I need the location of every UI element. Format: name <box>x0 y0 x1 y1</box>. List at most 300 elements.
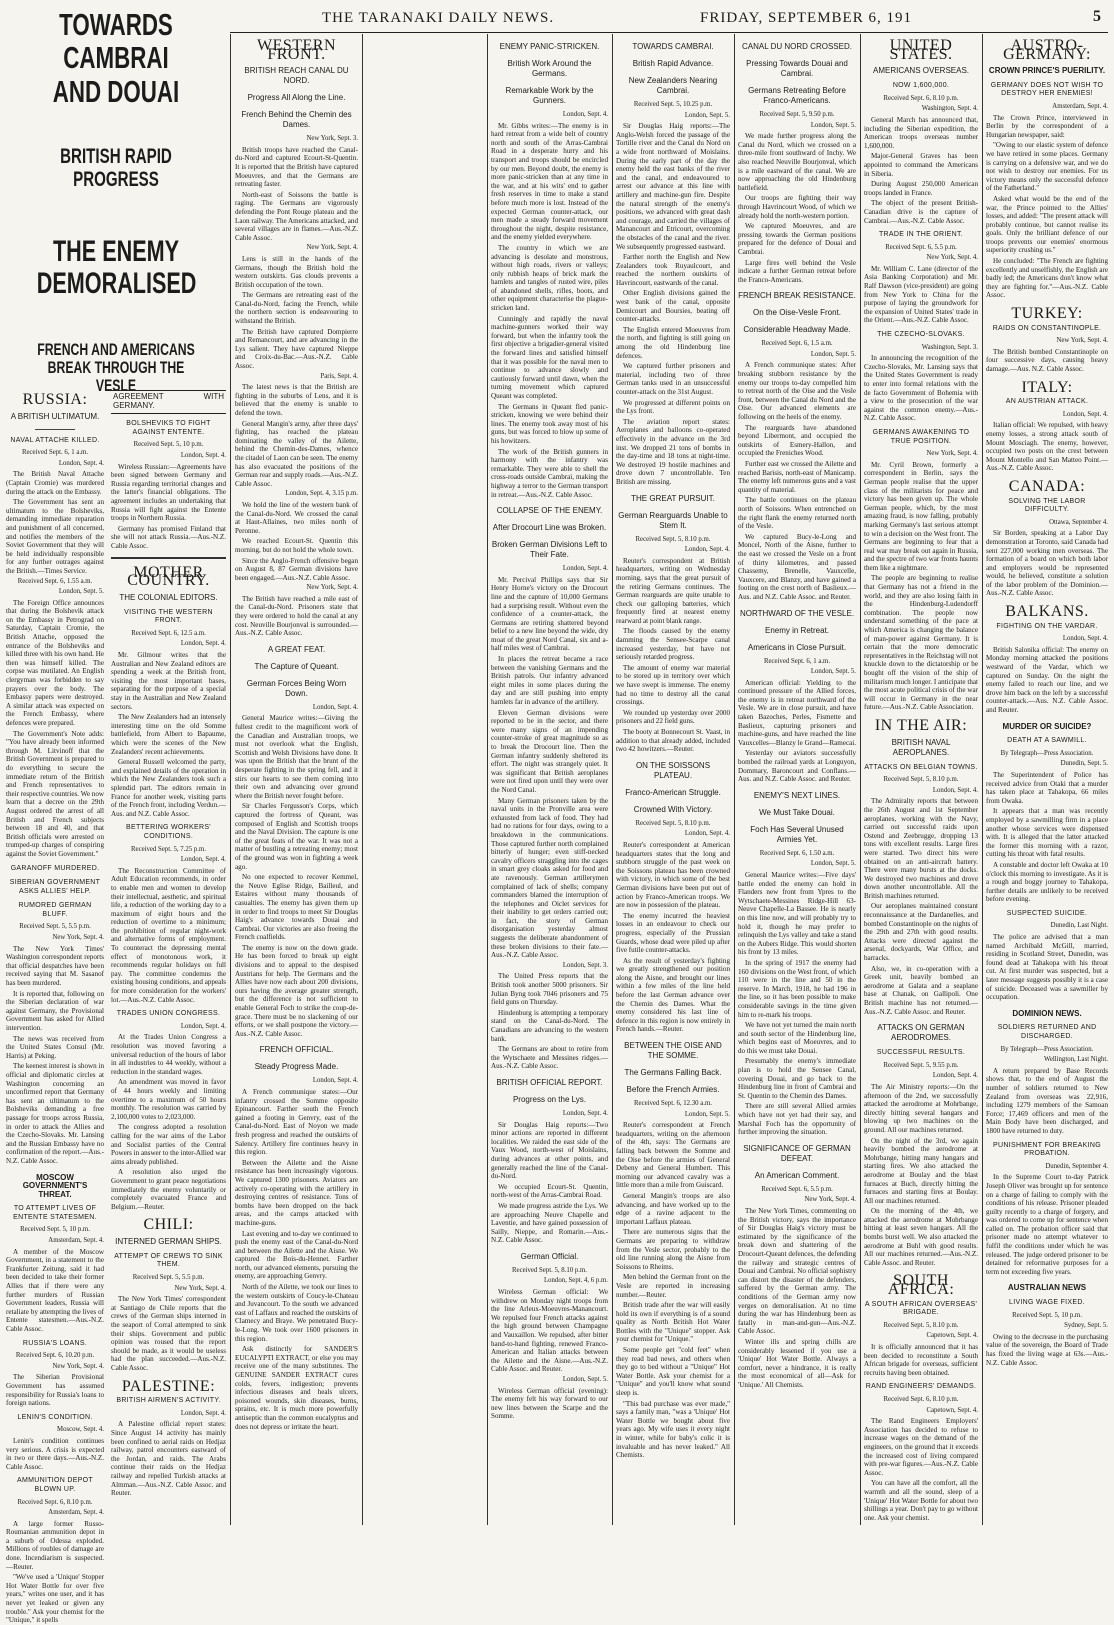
paragraph: The Germans in Queant fled panic-stricken, knowing we were behind their lines. The enemy took away most of his guns, but was forced to blow up some of his howitzers. <box>491 402 608 445</box>
article-subheadline: BETTERING WORKERS' CONDITIONS. <box>126 824 211 840</box>
dateline: London, Sept. 4. <box>312 703 358 711</box>
paragraph: The British Naval Attache (Captain Cromie) was murdered during the attack on the Embassy. <box>6 470 104 496</box>
paragraph: A member of the Moscow Government, in a statement to the Frankfurter Zeitung, said it had been decided to take their former Allies that if there were any further murders of Russian Government leaders, Russia will retaliate by attempting the lives of Entente statesmen.—Aus.-N.Z. Cable Assoc. <box>6 1247 104 1333</box>
column-rule <box>362 34 363 1525</box>
article-subheadline: NAVAL ATTACHE KILLED. <box>10 436 100 444</box>
dateline: Sydney, Sept. 5. <box>1064 1322 1108 1330</box>
section-title: TURKEY: <box>1011 305 1083 323</box>
paragraph: British Salonika official: The enemy on Monday morning attacked the positions westward of the Vardar, which we captured on Sunday. On the night the enemy failed to reach our line, and we drove him back on the left by a successful counter-attack.—Aus. N.Z. Cable Assoc. and Reuter. <box>986 645 1108 714</box>
paragraph: In announcing the recognition of the Czecho-Slovaks, Mr. Lansing says that the United States Government is ready to enter into formal relations with the de facto Government of Bohemia with a view to the prosecution of the war against the common enemy.—Aus.-N.Z. Cable Assoc. <box>864 354 978 423</box>
paragraph: Mr. Percival Phillips says that Sir Henry Horne's victory on the Drocourt line and the capture of 10,000 Germans had a surprising result. Without even the confidence of a counter-attack, the Germans are retiring shattered beyond belief to a new line beyond the wide, dry moat of the great Nord Canal, six and a-half miles west of Cambrai. <box>491 575 608 653</box>
dateline: New York, Sept. 4. <box>306 244 358 252</box>
paragraph: The Rand Engineers Employers' Association has decided to refuse to increase wages on the demand of the engineers, on the ground that it exceeds the increased cost of living compared with pre-war figures.—Aus.-N.Z. Cable Assoc. <box>864 1417 978 1477</box>
dateline: Capetown, Sept. 4. <box>926 1332 978 1340</box>
article-subheadline: FIGHTING ON THE VARDAR. <box>996 622 1098 630</box>
paragraph: A Palestine official report states: Since August 14 activity has mainly been confined to aerial raids on Hedjaz railway, patrol encounters eastward of the Jordan, and raids. The Arabs continue their raids on the Hedjaz railway and repelled Turkish attacks at Almman.—Aus.-N.Z. Cable Assoc. and Reuter. <box>111 1420 226 1498</box>
dateline: Received Sept. 6, 5.5 p.m. <box>885 243 957 251</box>
column-united-states <box>864 37 978 1525</box>
article-subheadline: SOLDIERS RETURNED AND DISCHARGED. <box>997 1024 1097 1040</box>
dateline: London, Sept. 4. <box>58 459 104 467</box>
paragraph: Italian official: We repulsed, with heavy enemy losses, a strong attack south of Mount Mosciagh. The enemy, however, occupied two posts on the crest between Mount Montello and San Matteo Point.—Aus.-N.Z. Cable Assoc. <box>986 421 1108 473</box>
article-subheadline: SIBERIAN GOVERNMENT ASKS ALLIES' HELP. <box>9 879 101 895</box>
dateline: New York, Sept. 4. <box>306 584 358 592</box>
paragraph: The Government's Note adds: "You have already been informed through M. Litvinoff that the British Government is prepared to do everything to secure the immediate return of the British and French representatives to their respective countries. We now learn that a decree on the 29th August ordered the arrest of all British and French subjects between 18 and 40, and that British officials were arrested on trumped-up charges of conspiring against the Soviet Government." <box>6 729 104 858</box>
dateline: London, Sept. 5. <box>810 121 856 129</box>
section-title: IN THE AIR: <box>874 716 968 734</box>
article-subheadline: Progress on the Lys. <box>512 1094 587 1104</box>
article-headline: NORTHWARD OF THE VESLE. <box>739 608 855 618</box>
article-subheadline: AN AUSTRIAN ATTACK. <box>1005 398 1089 406</box>
section-title: RUSSIA: <box>22 391 88 408</box>
dateline: London, Sept. 4. <box>1062 410 1108 418</box>
article-subheadline: NOW 1,600,000. <box>892 82 950 90</box>
paragraph: There are still several Allied armies which have not yet had their say, and Marshal Foch has the opportunity of further improving the situation. <box>738 1102 856 1137</box>
article-headline: DOMINION NEWS. <box>1012 1008 1082 1018</box>
paragraph: In places the retreat became a race between the vanishing Germans and the British patrols. Our infantry advanced eight miles in some places during the day and are still pushing into empty hamlets far in advance of the artillery. <box>491 655 608 707</box>
article-subheadline: British Rapid Advance. <box>632 59 714 68</box>
paragraph: The Germans are about to retire from the Wytschaete and Messines ridges.—Aus.-N.Z. Cable Assoc. <box>491 1045 608 1071</box>
paragraph: We captured further prisoners and material, including two of three German tanks used in an unsuccessful counter-attack on the 31st August. <box>616 362 730 396</box>
divider <box>35 429 74 430</box>
paragraph: The work of the British gunners in harmony with the infantry was remarkable. They were able to shell the cross-roads outside Cambrai, making the highway a terror to the German transport in retreat.—Aus.-N.Z. Cable Assoc. <box>491 447 608 499</box>
dateline: Received Sept. 6, 8.10 p.m. <box>17 1498 93 1506</box>
dateline: Paris, Sept. 4. <box>320 372 358 380</box>
column-rule <box>860 34 861 1525</box>
article-headline: A GREAT FEAT. <box>267 644 326 654</box>
article-headline: AUSTRALIAN NEWS <box>1007 1283 1087 1293</box>
paragraph: We progressed at different points on the Lys front. <box>616 398 730 416</box>
paragraph: The British have captured Dompierre and Remancourt, and are advancing in the Lys salient. They have captured Nieppe and Croix-du-Bac.—Aus.-N.Z. Cable Assoc. <box>235 327 358 371</box>
dateline: London, Sept. 5. <box>810 668 856 676</box>
paragraph: The aviation report states: Aeroplanes and balloons co-operated effectively in the advance on the 3rd inst. We dropped 21 tons of bombs in the day-time and 18 tons at night-time. We destroyed 19 hostile machines and drove down 7 uncontrollable. Ten British are missing. <box>616 417 730 486</box>
dateline: London, Sept. 4. <box>684 830 730 838</box>
paragraph: We rounded up yesterday over 2000 prisoners and 22 field guns. <box>616 708 730 726</box>
article-subheadline: PUNISHMENT FOR BREAKING PROBATION. <box>993 1141 1101 1158</box>
article-subheadline: Franco-American Struggle. <box>625 787 721 797</box>
dateline: London, Sept. 4. <box>562 1109 608 1117</box>
paragraph: It appears that a man was recently employed by a sawmilling firm in a place another whose services were dispensed with. It is alleged that the latter attacked the former this morning with a razor, cutting his throat with fatal results. <box>986 807 1108 859</box>
dateline: London, Sept. 4, 3.15 p.m. <box>285 490 358 498</box>
paragraph: It is officially announced that it has been decided to reconstitute a South African brigade for overseas, sufficient recruits having been obtained. <box>864 1343 978 1377</box>
paragraph: General Mangin's troops are also advancing, and have worked up to the edge of a ravine adjacent to the important Laffaux plateau. <box>616 1191 730 1226</box>
article-subheadline: After Drocourt Line was Broken. <box>492 523 607 533</box>
advertisement: "We've used a 'Unique' Stopper Hot Water Bottle for over five years," writes one user, and it has never yet leaked or given any trouble." Ask your chemist for the "Unique," it spells <box>6 1573 104 1625</box>
dateline: Received Sept. 6, 5.5 p.m. <box>761 1185 833 1193</box>
section-title: BALKANS. <box>1005 603 1089 621</box>
section-title: CHILI: <box>143 1216 194 1234</box>
dateline: Received Sept. 5, 8.10 p.m. <box>883 776 959 784</box>
paragraph: General Mangin's army, after three days' fighting, has reached the plateau dominating the valley of the Ailette, behind the Chemin-des-Dames, whence the citadel of Laon can be seen. The enemy has also evacuated the positions of the German rear and supply roads.—Aus.-N.Z. Cable Assoc. <box>235 419 358 488</box>
article-headline: AGREEMENT WITH GERMANY. <box>111 390 226 414</box>
lead-headline-demoralised: THE ENEMY DEMORALISED <box>36 234 197 301</box>
advertisement: British trade after the war will easily hold its own if everything is of a sound quality as North British Hot Water Bottles with the "Unique" stopper. Ask your chemist for "Unique." <box>616 1301 730 1344</box>
column-russia <box>6 386 104 1625</box>
dateline: New York, Sept. 4. <box>804 1196 856 1204</box>
paragraph: On the night of the 3rd, we again heavily bombed the aerodrome at Mohrbange, hitting many hangars and starting fires. We also attacked the aerodrome at Boulay and the blast furnaces at Buch, directly hitting the furnaces and starting fires at Boulay. All our machines returned. <box>864 1136 978 1205</box>
article-subheadline: TO ATTEMPT LIVES OF ENTENTE STATESMEN. <box>13 1205 97 1221</box>
paragraph: We hold the line of the western bank of the Canal-du-Nord. We crossed the canal at Haut-Allaines, two miles north of Peronne. <box>235 500 358 535</box>
dateline: London, Sept. 4. <box>932 1072 978 1080</box>
paragraph: The object of the present British-Canadian drive is the capture of Cambrai.—Aus.-N.Z. Cable Assoc. <box>864 199 978 225</box>
article-headline: CROWN PRINCE'S PUERILITY. <box>988 66 1106 76</box>
article-subheadline: German Official. <box>520 1251 579 1261</box>
dateline: Received Sept. 5, 5.5 p.m. <box>19 923 91 931</box>
article-subheadline: We Must Take Douai. <box>759 807 835 817</box>
article-subheadline: AMMUNITION DEPOT BLOWN UP. <box>17 1477 93 1493</box>
dateline: Received Sept. 6, 1.50 a.m. <box>759 849 835 857</box>
column-rule <box>734 34 735 1525</box>
section-title: PALESTINE: <box>121 1377 216 1395</box>
section-title: SOUTH AFRICA: <box>887 1272 955 1299</box>
article-headline: ATTACKS ON GERMAN AERODROMES. <box>877 1023 965 1043</box>
paragraph: There are numerous signs that the Germans are preparing to withdraw from the Vesle sector, probably to the old line running along the Aisne from Soissons to Rheims. <box>616 1228 730 1271</box>
paragraph: Owing to the decrease in the purchasing value of the sovereign, the Board of Trade has fixed the living wage at 63s.—Aus.-N.Z. Cable Assoc. <box>986 1332 1108 1367</box>
paragraph: Eleven German divisions were reported to be in the sector, and there were many signs of an impending counter-stroke of great magnitude so as to break the Drocourt line. Then the German infantry suddenly sheltered its effort. The night was strangely quiet. It was significant that British aeroplanes were not fired upon until they were over the Nord Canal. <box>491 708 608 794</box>
dateline: New York, Sept. 4. <box>174 1284 226 1292</box>
advertisement: "This bad purchase was ever made," says a family man, "was a 'Unique' Hot Water Bottle we bought about five years ago. My wife uses it every night in winter, while for baby's colic it is invaluable and has never leaked." All Chemists. <box>616 1399 730 1460</box>
dateline: Washington, Sept. 4. <box>921 105 978 113</box>
dateline: London, Sept. 5. <box>810 350 856 358</box>
article-subheadline: BOLSHEVIKS TO FIGHT AGAINST ENTENTE. <box>126 420 211 436</box>
dateline: New York, Sept. 3. <box>306 135 358 143</box>
column-rule <box>982 34 983 1525</box>
article-subheadline: Considerable Headway Made. <box>743 325 851 335</box>
article-subheadline: Crowned With Victory. <box>633 804 713 814</box>
section-title: MOTHER COUNTRY. <box>127 563 210 590</box>
paragraph: The United Press reports that the British took another 5000 prisoners. Sir Julian Byng took 7046 prisoners and 75 field guns on Thursday. <box>491 972 608 1007</box>
paragraph: The rearguards have abandoned beyond Libermont, and occupied the outskirts of Esmery-Hallon, and occupied the Freniches Wood. <box>738 423 856 458</box>
article-headline: FRENCH OFFICIAL. <box>259 1045 334 1055</box>
paragraph: The battle continues on the plateau north of Soissons. When entrenched on the right flank the enemy returned north of the Vesle. <box>738 496 856 531</box>
article-subheadline: LIVING WAGE FIXED. <box>1009 1299 1085 1307</box>
paragraph: We made further progress along the Canal du Nord, which we crossed on a three-mile front southward of Inchy. We also reached Neuville Bourjonval, which is a mile eastward of the canal. We are now approaching the old Hindenburg battlefield. <box>738 132 856 192</box>
dateline: New York, Sept. 4. <box>52 1362 104 1370</box>
article-headline: AMERICANS OVERSEAS. <box>872 66 970 76</box>
paragraph: Reuter's correspondent at British headquarters, writing on Wednesday morning, says that the great pursuit of the retiring Germans continues. The German rearguards are quite unable to check our galloping batteries, which frequently fired at nearest enemy rearward at point blank range. <box>616 556 730 625</box>
dateline: Dunedin, September 4. <box>1045 1162 1108 1170</box>
paragraph: A French communique states:—Our infantry crossed the Somme opposite Epinancourt. Farther south the French gained a footing in Genvry, east of the Canal-du-Nord. East of Noyon we made fresh progress and reached the outskirts of Salency. Artillery fire continues heavy in this region. <box>235 1088 358 1157</box>
article-subheadline: German Rearguards Unable to Stem It. <box>618 510 728 530</box>
dateline: New York, Sept. 4. <box>1056 337 1108 345</box>
article-subheadline: GERMANS AWAKENING TO TRUE POSITION. <box>872 428 970 445</box>
dateline: Received Sept. 6, 1.5 a.m. <box>761 340 833 348</box>
column-western-front <box>235 37 358 1525</box>
paragraph: The Superintendent of Police has received advice from Otaki that a murder has taken place at Tahakopa, 66 miles from Owaka. <box>986 770 1108 805</box>
dateline: Received Sept. 5, 8.10 p.m. <box>635 535 711 543</box>
paragraph: No one expected to recover Kemmel, the Neuve Eglise Ridge, Bailleul, and Estaires without many thousands of casualties. The enemy has given them up in order to find troops to meet Sir Douglas Haig's advance towards Douai and Cambrai. Our victories are also freeing the French coalfields. <box>235 873 358 942</box>
paragraph: Our aeroplanes maintained constant reconnaissance at the Dardanelles, and bombed Constantinople on the nights of the 29th and 27th with good results. Attacks were directed against the arsenal, dockyards, War Office, and barracks. <box>864 902 978 963</box>
paragraph: We made progress astride the Lys. We are approaching Neuve Chapelle and Laventie, and have gained possession of Sailly, Nieppe, and Romarin.—Aus.-N.Z. Cable Assoc. <box>491 1201 608 1245</box>
article-subheadline: RAND ENGINEERS' DEMANDS. <box>865 1383 977 1391</box>
paragraph: During August 250,000 American troops landed in France. <box>864 180 978 197</box>
dateline: Dunedin, Last Night. <box>1050 922 1108 930</box>
paragraph: He concluded: "The French are fighting excellently and unselfishly, the English are badly led; the Americans don't know what they are fighting for."—Aus.-N.Z. Cable Assoc. <box>986 257 1108 300</box>
article-subheadline: German Forces Being Worn Down. <box>246 678 347 698</box>
paragraph: We have not yet turned the main north and south sector of the Hindenburg line, which begins east of Moeuvres, and to do this we must take Douai. <box>738 1021 856 1055</box>
paragraph: The congress adopted a resolution calling for the war aims of the Labor and Socialist parties of the Central Powers in answer to the inter-Allied war aims already published. <box>111 1123 226 1166</box>
article-headline: A BRITISH ULTIMATUM. <box>10 411 100 421</box>
column-rule <box>487 34 488 1525</box>
paragraph: As the result of yesterday's fighting we greatly strengthened our position along the Aisne, and brought our lines within a few miles of the line held before the last German advance over the Chemin des Dames. What the enemy considered his last line of defence in this region is now entirely in French hands.—Reuter. <box>616 956 730 1034</box>
paragraph: The enemy incurred the heaviest losses in an endeavour to check our progress, especially of the Prussian Guards, whose dead were piled up after five futile counter-attacks. <box>616 911 730 955</box>
article-headline: BRITISH OFFICIAL REPORT. <box>496 1077 603 1087</box>
article-subheadline: TRADES UNION CONGRESS. <box>116 1010 221 1018</box>
paragraph: Asked what would be the end of the war, the Prince pointed to the Allies' losses, and added: "The present attack will probably continue, but cannot realise its goals. Only the brilliant defence of our troops prevents our enemies' enormous superiority crushing us." <box>986 194 1108 255</box>
article-subheadline: BRITISH AIRMEN'S ACTIVITY. <box>116 1397 221 1405</box>
dateline: London, Sept. 4. <box>180 451 226 459</box>
dateline: New York, Sept. 4. <box>52 934 104 942</box>
paragraph: The booty at Bonnecourt St. Vaast, in addition to that already added, included two 42 howitzers.—Reuter. <box>616 728 730 754</box>
paragraph: The Air Ministry reports:—On the afternoon of the 2nd, we successfully attacked the aerodrome at Mohrbange, directly hitting several hangars and blowing up two machines on the ground. All our machines returned. <box>864 1082 978 1134</box>
dateline: By Telegraph—Press Association. <box>1000 1045 1094 1053</box>
article-headline: THE COLONIAL EDITORS. <box>119 592 218 602</box>
dateline: London, Sept. 5. <box>810 860 856 868</box>
dateline: Amsterdam, Sept. 4. <box>48 1509 104 1517</box>
paragraph: Wireless German official (evening): The enemy felt his way forward to our new lines between the Scarpe and the Somme. <box>491 1386 608 1421</box>
lead-subheadline: BRITISH RAPID PROGRESS <box>60 145 172 192</box>
paragraph: The Siberian Provisional Government has assumed responsibility for Russia's loans to foreign nations. <box>6 1373 104 1408</box>
paragraph: Between the Ailette and the Aisne resistance has been increasingly vigorous. We captured 1300 prisoners. Aviators are actively co-operating with the artillery in destroying centres of resistance. Tons of bombs have been dropped on the back areas, and the camps attacked with machine-guns. <box>235 1158 358 1227</box>
paragraph: A large former Russo-Roumanian ammunition depot in a suburb of Odessa exploded. Millions of roubles of damage are done. Incendiarism is suspected.—Reuter. <box>6 1519 104 1571</box>
paragraph: In the Supreme Court to-day Patrick Joseph Oliver was brought up for sentence on a charge of failing to comply with the conditions of his release. Prisoner pleaded guilty recently to a charge of forgery, and was ordered to come up for sentence when called on. The probation officer said that prisoner made no attempt whatever to fulfil the conditions under which he was released. The judge ordered prisoner to be detained for reformative purposes for a term not exceeding five years. <box>986 1173 1108 1276</box>
paragraph: Cunningly and rapidly the naval machine-gunners worked their way forward, but when the infantry took the first objective a brigadier-general visited the forward lines and satisfied himself that it was possible for the naval men to continue to advance slowly and cautiously forward until dawn, when the turning movement which captured Queant was completed. <box>491 314 608 400</box>
article-subheadline: A SOUTH AFRICAN OVERSEAS' BRIGADE. <box>864 1300 978 1317</box>
paragraph: Yesterday our aviators successfully bombed the railroad yards at Longuyon, Dommary, Baroncourt and Conflans.—Aus. and N.Z. Cable Assoc. and Reuter. <box>738 749 856 784</box>
issue-date: FRIDAY, SEPTEMBER 6, 191 <box>700 10 912 26</box>
article-headline: SIGNIFICANCE OF GERMAN DEFEAT. <box>743 1143 851 1163</box>
article-headline: BRITISH NAVAL AEROPLANES. <box>891 737 951 757</box>
article-subheadline: On the Oise-Vesle Front. <box>752 308 842 318</box>
article-headline: TOWARDS CAMBRAI. <box>632 42 714 51</box>
article-subheadline: An American Comment. <box>754 1170 840 1180</box>
dateline: London, Sept. 4. <box>932 786 978 794</box>
paragraph: Major-General Graves has been appointed to command the Americans in Siberia. <box>864 152 978 178</box>
paragraph: Lens is still in the hands of the Germans, though the British hold the western outskirts. Gas clouds prevents a British occupation of the town. <box>235 254 358 289</box>
column-rule <box>230 34 231 1525</box>
paragraph: The English entered Moeuvres from the north, and fighting is still going on among the old Hindenburg line defences. <box>616 325 730 360</box>
dateline: London, Sept. 4. <box>1062 635 1108 643</box>
paragraph: Wireless Russian:—Agreements have been signed between Germany and Russia regarding territorial changes and the latter's financial obligations. The agreement includes an undertaking that Russia will fight against the Entente troops in Northern Russia. <box>111 462 226 523</box>
paragraph: "Owing to our elastic system of defence we have retired in some places. Germany is carrying on a defensive war, and we do not wish to destroy our enemies. For us victory means only the successful defence of the Fatherland." <box>986 141 1108 193</box>
dateline: Dunedin, Sept. 5. <box>1060 760 1108 768</box>
dateline: Received Sept. 5, 9.55 p.m. <box>883 1061 959 1069</box>
paragraph: Reuter's correspondent at French headquarters, writing on the afternoon of the 4th, says: The Germans are falling back between the Somme and the Oise before the armies of General Debeny and General Humbert. This morning our advanced cavalry was a little more than a mile from Guiscard. <box>616 1121 730 1190</box>
article-headline: BETWEEN THE OISE AND THE SOMME. <box>624 1041 722 1061</box>
article-headline: COLLAPSE OF THE ENEMY. <box>496 506 603 516</box>
article-subheadline: LENIN'S CONDITION. <box>17 1413 93 1421</box>
dateline: Received Sept. 5, 7.25 p.m. <box>131 845 206 853</box>
dateline: Received Sept. 5, 5.5 p.m. <box>132 1274 205 1282</box>
article-subheadline: GERMANY DOES NOT WISH TO DESTROY HER ENEMIES! <box>990 81 1104 98</box>
dateline: Moscow, Sept. 4. <box>57 1426 104 1434</box>
lead-headline-block <box>6 4 226 396</box>
dateline: Amsterdam, Sept. 4. <box>48 1237 104 1245</box>
lead-headline: TOWARDS CAMBRAI AND DOUAI <box>52 7 180 109</box>
article-subheadline: RUSSIA'S LOANS. <box>22 1339 88 1347</box>
dateline: London, Sept. 4. <box>562 111 608 118</box>
paragraph: Sir Charles Fergusson's Corps, which captured the fortress of Queant, was composed of English and Scottish troops and the Naval Division. The capture is one of the great feats of the war. It was not a matter of bustling a retreating enemy; most of the ground was won in fighting a week ago. <box>235 802 358 871</box>
dateline: Amsterdam, Sept. 4. <box>1052 102 1108 110</box>
article-subheadline: Enemy in Retreat. <box>764 625 830 635</box>
paragraph: North-east of Soissons the battle is raging. The Germans are vigorously defending the Pont Rouge plateau and the Laon railway. The Americans attacked, and several villages are in flames.—Aus.-N.Z. Cable Assoc. <box>235 190 358 242</box>
dateline: Received Sept. 6, 8.10 p.m. <box>883 94 959 102</box>
paragraph: Also, we, in co-operation with a Greek unit, heavily bombed an aerodrome at Galata and a seaplane base at Chanak, on Gallipoli. One British machine has not returned.—Aus.-N.Z. Cable Assoc. and Reuter. <box>864 964 978 1016</box>
article-subheadline: British Work Around the Germans. <box>507 59 592 78</box>
paragraph: The New York Times' correspondent at Santiago de Chile reports that the crews of the German ships interned in the seaport of Corral attempted to sink their ships. Government and public opinion was roused that the report should be made, as it would be useless had the plan succeeded.—Aus.-N.Z. Cable Assoc. <box>111 1295 226 1372</box>
article-headline: MURDER OR SUICIDE? <box>1002 721 1092 731</box>
paragraph: On the morning of the 4th, we attacked the aerodrome at Mohrbange hitting at least seven hangars. All the bombs burst well. We also attacked the aerodrome at Buhl with good results. All our machines returned.—Aus.-N.Z. Cable Assoc. and Reuter. <box>864 1207 978 1267</box>
dateline: Received Sept. 6, 12.30 a.m. <box>634 1100 712 1108</box>
paragraph: Mr. William C. Lane (director of the Asia Banking Corporation) and Mr. Ralf Dawson (vice-president) are going from New York to China for the purpose of laying the groundwork for the expansion of United States' trade in the Orient.—Aus.-N.Z. Cable Assoc. <box>864 264 978 325</box>
article-subheadline: French Behind the Chemin des Dames. <box>241 110 352 130</box>
dateline: Received Sept. 5, 10.25 p.m. <box>633 101 713 108</box>
article-subheadline: RAIDS ON CONSTANTINOPLE. <box>992 324 1102 332</box>
article-subheadline: New Zealanders Nearing Cambrai. <box>628 76 718 95</box>
article-headline: ENEMY'S NEXT LINES. <box>753 790 841 800</box>
paragraph: Reuter's correspondent at American headquarters states that the long and stubborn struggle of the past week on the Soissons plateau has been crowned with victory, in which some of the best German divisions have been put out of action by Franco-American troops. We are now in possession of the plateau. <box>616 840 730 910</box>
article-subheadline: GARANOFF MURDERED. <box>10 864 100 872</box>
dateline: London, Sept. 4. <box>180 856 226 864</box>
paragraph: Sir Borden, speaking at a Labor Day demonstration at Toronto, said Canada had sent 227,000 working men overseas. The formation of a board on which both labor and employers would be represented would, he believed, constitute a solution of the labor problem of the Dominion.—Aus.-N.Z. Cable Assoc. <box>986 529 1108 598</box>
dateline: London, Sept. 4. <box>180 640 226 648</box>
paragraph: The British bombed Constantinople on four successive days, causing heavy damage.—Aus. N.Z. Cable Assoc. <box>986 347 1108 373</box>
paragraph: A French communique states: After breaking stubborn resistance by the enemy our troops to-day compelled him to retreat north of the Oise and the Vesle front, between the Canal du Nord and the Oise. Our advanced elements are following on the heels of the enemy. <box>738 361 856 422</box>
article-subheadline: The Germans Falling Back. <box>624 1068 722 1078</box>
dateline: London, Sept. 5. <box>684 111 730 119</box>
article-subheadline: SUSPECTED SUICIDE. <box>1006 909 1088 917</box>
dateline: London, Sept. 4. <box>562 565 608 573</box>
advertisement: Winter ills and spring chills are considerably lessened if you use a 'Unique' Hot Water Bottle. Always a comfort, never a hindrance, it is really the most economical of all—Ask for 'Unique.' All Chemists. <box>738 1337 856 1389</box>
article-headline: ENEMY PANIC-STRICKEN. <box>499 42 600 51</box>
paragraph: The Crown Prince, interviewed in Berlin by the correspondent of a Hungarian newspaper, said: <box>986 113 1108 139</box>
paragraph: Presumably the enemy's immediate plan is to hold the Sensee Canal, covering Douai, and go back to the Hindenburg line in front of Cambrai and St. Quentin to the Chemin des Dames. <box>738 1057 856 1100</box>
paragraph: The amount of enemy war material to be stored up in territory over which we have swept is immense. The enemy had no time to destroy all the canal crossings. <box>616 663 730 707</box>
paragraph: Mr. Cyril Brown, formerly a correspondent in Berlin, says the German people realise that the upper class of the militarists for peace and victory has been given up. The whole German people, which, by the most amazing fraud, is now falling, probably marking Germany's last serious attempt to win a decision on the West front. The Germans are beginning to fear that a real war may break out again in Russia, and the spectre of two war fronts haunts them like a nightmare. <box>864 460 978 572</box>
dateline: Capetown, Sept. 4. <box>926 1406 978 1414</box>
paragraph: Since the Anglo-French offensive began on August 8, 87 German divisions have been engaged.—Aus.-N.Z. Cable Assoc. <box>235 556 358 582</box>
paragraph: Sir Douglas Haig reports:—Two minor actions are reported in different localities. We raided the east side of the Vaux Wood, north-west of Moislains, during advances at other points, and generally reached the line of the Canal-du-Nord. <box>491 1120 608 1181</box>
article-subheadline: ATTACKS ON BELGIAN TOWNS. <box>864 763 978 771</box>
dateline: By Telegraph—Press Association. <box>1000 749 1094 757</box>
dateline: Received Sept. 5, 9.50 p.m. <box>759 111 835 118</box>
dateline: Received Sept. 5, 8.10 p.m. <box>635 819 711 827</box>
dateline: Received Sept. 6, 1.55 a.m. <box>17 577 93 585</box>
paragraph: General March has announced that, including the Siberian expedition, the American troops overseas number 1,600,000. <box>864 115 978 150</box>
article-headline: BRITISH REACH CANAL DU NORD. <box>244 66 349 86</box>
paragraph: The New York Times' Washington correspondent reports that official despatches have been received saying that M. Sasanof has been murdered. <box>6 944 104 988</box>
column-enemy-panic <box>491 40 608 1525</box>
paragraph: It is reported that, following on the Siberian declaration of war against Germany, the Provisional Government has asked for Allied intervention. <box>6 989 104 1032</box>
paragraph: Large fires well behind the Vesle indicate a further German retreat before the Franco-Americans. <box>738 258 856 284</box>
paragraph: Other English divisions gained the west bank of the canal, opposite Demicourt and Boursies, beating off counter-attacks. <box>616 289 730 324</box>
article-subheadline: ATTEMPT OF CREWS TO SINK THEM. <box>114 1252 223 1269</box>
dateline: London, Sept. 4. <box>684 546 730 554</box>
paragraph: Men behind the German front on the Vesle are reported in increasing number.—Reuter. <box>616 1273 730 1299</box>
paragraph: The floods caused by the enemy damming the Sensee-Scarpe canal increased yesterday, but have not seriously retarded progress. <box>616 627 730 662</box>
paragraph: The Admiralty reports that between the 26th August and 1st September aeroplanes, working with the Navy, carried out successful raids upon Ostend and Zeebrugge, dropping 13 tons with excellent results. Large fires were started. Two direct hits were obtained on an anti-aircraft battery. There were many bursts at the docks. We destroyed two machines and drove down another uncontrollable. All the British machines returned. <box>864 797 978 900</box>
paragraph: The New York Times, commenting on the British victory, says the importance of Sir Douglas Haig's victory must be estimated by the significance of the break down and shattering of the Drocourt-Queant defences, the defending the railway and strategic centres of Douai and Cambrai. No official sophistry can distort the disaster of the defenders, suffered by the German army. The conditions of the German army now verges on demoralisation. At no time during the war has Hindenburg been as fatally in man-and-gun—Aus.-N.Z. Cable Assoc. <box>738 1207 856 1336</box>
dateline: New York, Sept. 4. <box>926 254 978 262</box>
paragraph: The Germans are retreating east of the Canal-du-Nord, facing the French, while the northern section is endeavouring to withstand the British. <box>235 291 358 326</box>
section-title: ITALY: <box>1021 378 1073 396</box>
paragraph: The country in which we are advancing is desolate and monstrous, without high roads, rivers or valleys; only rubbish heaps of brick mark the hamlets and tangles of rusted wire, piles of abandoned shells, rifles, boots, and other equipment characterise the plague-stricken land. <box>491 243 608 313</box>
paragraph: Last evening and to-day we continued to push the enemy east of the Canal-du-Nord and between the Ailette and the Aisne. We captured the Bois-du-Hennet. Farther north, our advanced elements, pursuing the enemy, are approaching Genvry. <box>235 1229 358 1281</box>
article-headline: FRENCH BREAK RESISTANCE. <box>738 291 856 301</box>
dateline: Received Sept. 6, 10.20 p.m. <box>15 1352 95 1360</box>
paragraph: An amendment was moved in favor of 44 hours weekly and limiting overtime to a maximum of 50 hours monthly. The resolution was carried by 2,100,000 votes to 2,023,000. <box>111 1078 226 1121</box>
paragraph: Germany has promised Finland that she will not attack Russia.—Aus.-N.Z. Cable Assoc. <box>111 524 226 550</box>
dateline: Received Sept. 5, 10 p.m. <box>20 1226 90 1234</box>
paragraph: A return prepared by Base Records shows that, to the end of August the number of soldiers returned to New Zealand from overseas was 22,916, including 1279 members of the Samoan Force; 17,469 officers and men of the Main Body have been discharged, and 1800 have returned to duty. <box>986 1066 1108 1135</box>
paragraph: We captured Bucy-le-Long and Moncel, North of the Aisne, further to the east we crossed the Vesle on a front of thirty kilometres, and passed Chassemy, Brenelle, Vauxcelle, Vauxcere, and Blanzy, and have gained a footing on the crest north of Baslieux.—Aus. and N.Z. Cable Assoc. and Reuter. <box>738 532 856 601</box>
column-rule <box>612 34 613 1525</box>
article-subheadline: Broken German Divisions Left to Their Fate. <box>491 540 608 560</box>
paragraph: General Maurice writes:—Giving the fullest credit to the magnificent work of the Canadian and Australian troops, we must not overlook what the English, Scottish and Welsh Divisions have done. It was upon the British that the brunt of the desperate fighting in the spring fell, and it stirs our hearts to see them coming into their own and advancing over ground where the British never fought before. <box>235 714 358 800</box>
paragraph: British troops have reached the Canal-du-Nord and captured Ecourt-St-Quentin. It is reported that the British have captured Moeuvres, and that the Germans are retreating faster. <box>235 145 358 189</box>
paragraph: At the Trades Union Congress a resolution was moved favoring a universal reduction of the hours of labor in all industries to 44 weekly, without a reduction in the standard wages. <box>111 1033 226 1076</box>
paragraph: The New Zealanders had an intensely interesting time on the old Somme battlefield, from Albert to Bapaume, which were the scenes of the New Zealanders' recent achievements. <box>111 713 226 756</box>
paragraph: American official: Yielding to the continued pressure of the Allied forces, the enemy is in retreat northward of the Vesle. We are in close pursuit, and have taken Bazoches, Perles, Fismette and Baslieux, capturing prisoners and machine-guns, and have reached the line Vauxcelles—Blanzy le Grand—Ramecai. <box>738 678 856 747</box>
article-headline: THE GREAT PURSUIT. <box>631 493 715 503</box>
article-subheadline: SUCCESSFUL RESULTS. <box>876 1049 966 1057</box>
dateline: Received Sept. 6, 8.10 p.m. <box>883 1395 959 1403</box>
column-austro-germany <box>986 37 1108 1525</box>
page-number: 5 <box>1093 8 1102 25</box>
paragraph: We reached Ecourt-St. Quentin this morning, but do not hold the whole town. <box>235 537 358 554</box>
paragraph: Sir Douglas Haig reports:—The Anglo-Welsh forced the passage of the Tortille river and the Canal du Nord on a wide front northward of Moislains. During the early part of the day the enemy held the east banks of the river and the canal, and endeavoured to arrest our advance at this line with artillery and machine-gun fire. Despite the natural strength of the enemy's positions, we advanced with great dash and courage, and carried the villages of Manancourt and Etricourt, overcoming the obstacles of the canal and the river. We subsequently progressed eastward. <box>616 122 730 251</box>
paragraph: Further east we crossed the Ailette and reached Barisis, north-east of Manicamp. The enemy left numerous guns and a vast quantity of material. <box>738 460 856 494</box>
column-towards-cambrai <box>616 40 730 1525</box>
paragraph: The keenest interest is shown in official and diplomatic circles at Washington concerning an unconfirmed report that Germany has sent an ultimatum to the Bolsheviks demanding a free passage for troops across Russia, in order to attack the Allies and the Czecho-Slovaks. Mr. Lansing and the Russian Embassy have no confirmation of the report.—Aus.-N.Z. Cable Assoc. <box>6 1062 104 1165</box>
paragraph: The news was received from the United States Consul (Mr. Harris) at Peking. <box>6 1034 104 1060</box>
paragraph: Many German prisoners taken by the naval units in the Pronville area were exhausted from lack of food. They had had no rations for four days, owing to a breakdown in the communications. Those captured further north complained bitterly of hunger; even stiff-necked cavalry officers straggling into the cages in smart grey cloaks asked for food and ate ravenously. German artillerymen complained of lack of shells; company commanders blamed the interruption of the telephones and Oiclet services for their inability to get orders carried out; in fact, the story of German disorganisation yesterday almost suggests the deliberate abandonment of these broken divisions to their fate.—Aus.-N.Z. Cable Assoc. <box>491 796 608 960</box>
article-subheadline: The Capture of Queant. <box>254 661 339 671</box>
article-subheadline: Steady Progress Made. <box>254 1062 339 1072</box>
paragraph: Mr. Gibbs writes:—The enemy is in hard retreat from a wide belt of country north and south of the Arras-Cambrai Road in a desperate hurry and his transport and troops should be encircled by our men. Beyond doubt, the enemy is more panic-stricken than at any time in the war, and at his wits' end to gather fresh reserves in time to make a stand before much more is lost. Instead of the expected German counter-attack, our men made a steady forward movement throughout the night, despite resistance, and the enemy yielded everywhere. <box>491 121 608 242</box>
paragraph: The Reconstruction Committee of Adult Education recommends, in order to enable men and women to develop their intellectual, aesthetic, and spiritual life, a reduction of the working day to a maximum of eight hours and the reduction of overtime to a minimum; the prohibition of regular night-work and alternative forms of employment. To counteract the depressing mental effect of monotonous work, it recommends regular holidays on full pay. The committee condemns the existing housing conditions, and appeals for more consideration for the workers' lot.—Aus.-N.Z. Cable Assoc. <box>111 866 226 1004</box>
paragraph: In the spring of 1917 the enemy had 160 divisions on the West front, of which 110 were in the line and 50 in the reserve. In March, 1918, he had 196 in the line, so it has been possible to make considerable savings in the time given him to re-mark his troops. <box>738 958 856 1019</box>
paragraph: The police are advised that a man named Archibald McGill, married, residing in Scotland Street, Dunedin, was found dead at Tahakopa with his throat cut. At first murder was suspected, but a later message suggests possibly it is a case of suicide. Deceased was a sawmiller by occupation. <box>986 933 1108 1002</box>
dateline: London, Sept. 4. <box>312 1077 358 1085</box>
paragraph: The people are beginning to realise that Germany has not a friend in the world, and they are also losing faith in the Hindenburg-Ludendorff combination. The people now understand something of the pace at which America is changing the balance of man-power against Germany. It is certain that the more democratic representatives in the Reichstag will not knuckle down to the dictatorship or be bought off the vision of the ship of militarism much longer. I anticipate that the most acute political crisis of the war will occur in Germany in the near future.—Aus.-N.Z. Cable Association. <box>864 574 978 712</box>
dateline: Received Sept. 5, 10 p.m. <box>1012 1311 1082 1319</box>
article-subheadline: RUMORED GERMAN BLUFF. <box>18 902 92 918</box>
article-subheadline: Foch Has Several Unused Armies Yet. <box>750 824 844 844</box>
article-subheadline: DEATH AT A SAWMILL. <box>1007 737 1087 745</box>
article-subheadline: THE CZECHO-SLOVAKS. <box>877 331 965 339</box>
article-subheadline: Pressing Towards Douai and Cambrai. <box>746 59 848 78</box>
article-subheadline: Progress All Along the Line. <box>247 93 346 103</box>
article-subheadline: TRADE IN THE ORIENT. <box>878 231 964 239</box>
paragraph: We occupied Ecourt-St. Quentin, north-west of the Arras-Cambrai Road. <box>491 1182 608 1200</box>
article-headline: ON THE SOISSONS PLATEAU. <box>635 760 711 780</box>
dateline: London, Sept. 5. <box>562 1376 608 1383</box>
masthead <box>230 8 1108 33</box>
dateline: Washington, Sept. 3. <box>921 343 978 351</box>
divider <box>111 557 226 559</box>
section-title: CANADA: <box>1008 477 1086 495</box>
paragraph: The British have reached a mile east of the Canal-du-Nord. Prisoners state that they were ordered to hold the canal at any cost. Neuville Bourjonval is surrounded.—Aus.-N.Z. Cable Assoc. <box>235 594 358 638</box>
advertisement: Some people get "cold feet" when they read bad news, and others when they go to bed without a "Unique" Hot Water Bottle. Ask your chemist for a "Unique" and you'll know what sound sleep is. <box>616 1346 730 1398</box>
column-mother-country <box>111 390 226 1525</box>
dateline: London, Sept. 5. <box>684 1110 730 1118</box>
column-canal-du-nord <box>738 40 856 1525</box>
dateline: Received Sept. 5, 8.10 p.m. <box>883 1321 959 1329</box>
dateline: New York, Sept. 4. <box>926 450 978 458</box>
paragraph: We captured Moeuvres, and are pressing towards the German positions prepared for the defence of Douai and Cambrai. <box>738 222 856 256</box>
paragraph: General Russell welcomed the party, and explained details of the operation in which the New Zealanders took such a splendid part. The editors remain in France for another week, visiting parts of the French front, including Verdun.—Aus. and N.Z. Cable Assoc. <box>111 758 226 818</box>
article-headline: INTERNED GERMAN SHIPS. <box>115 1236 222 1246</box>
